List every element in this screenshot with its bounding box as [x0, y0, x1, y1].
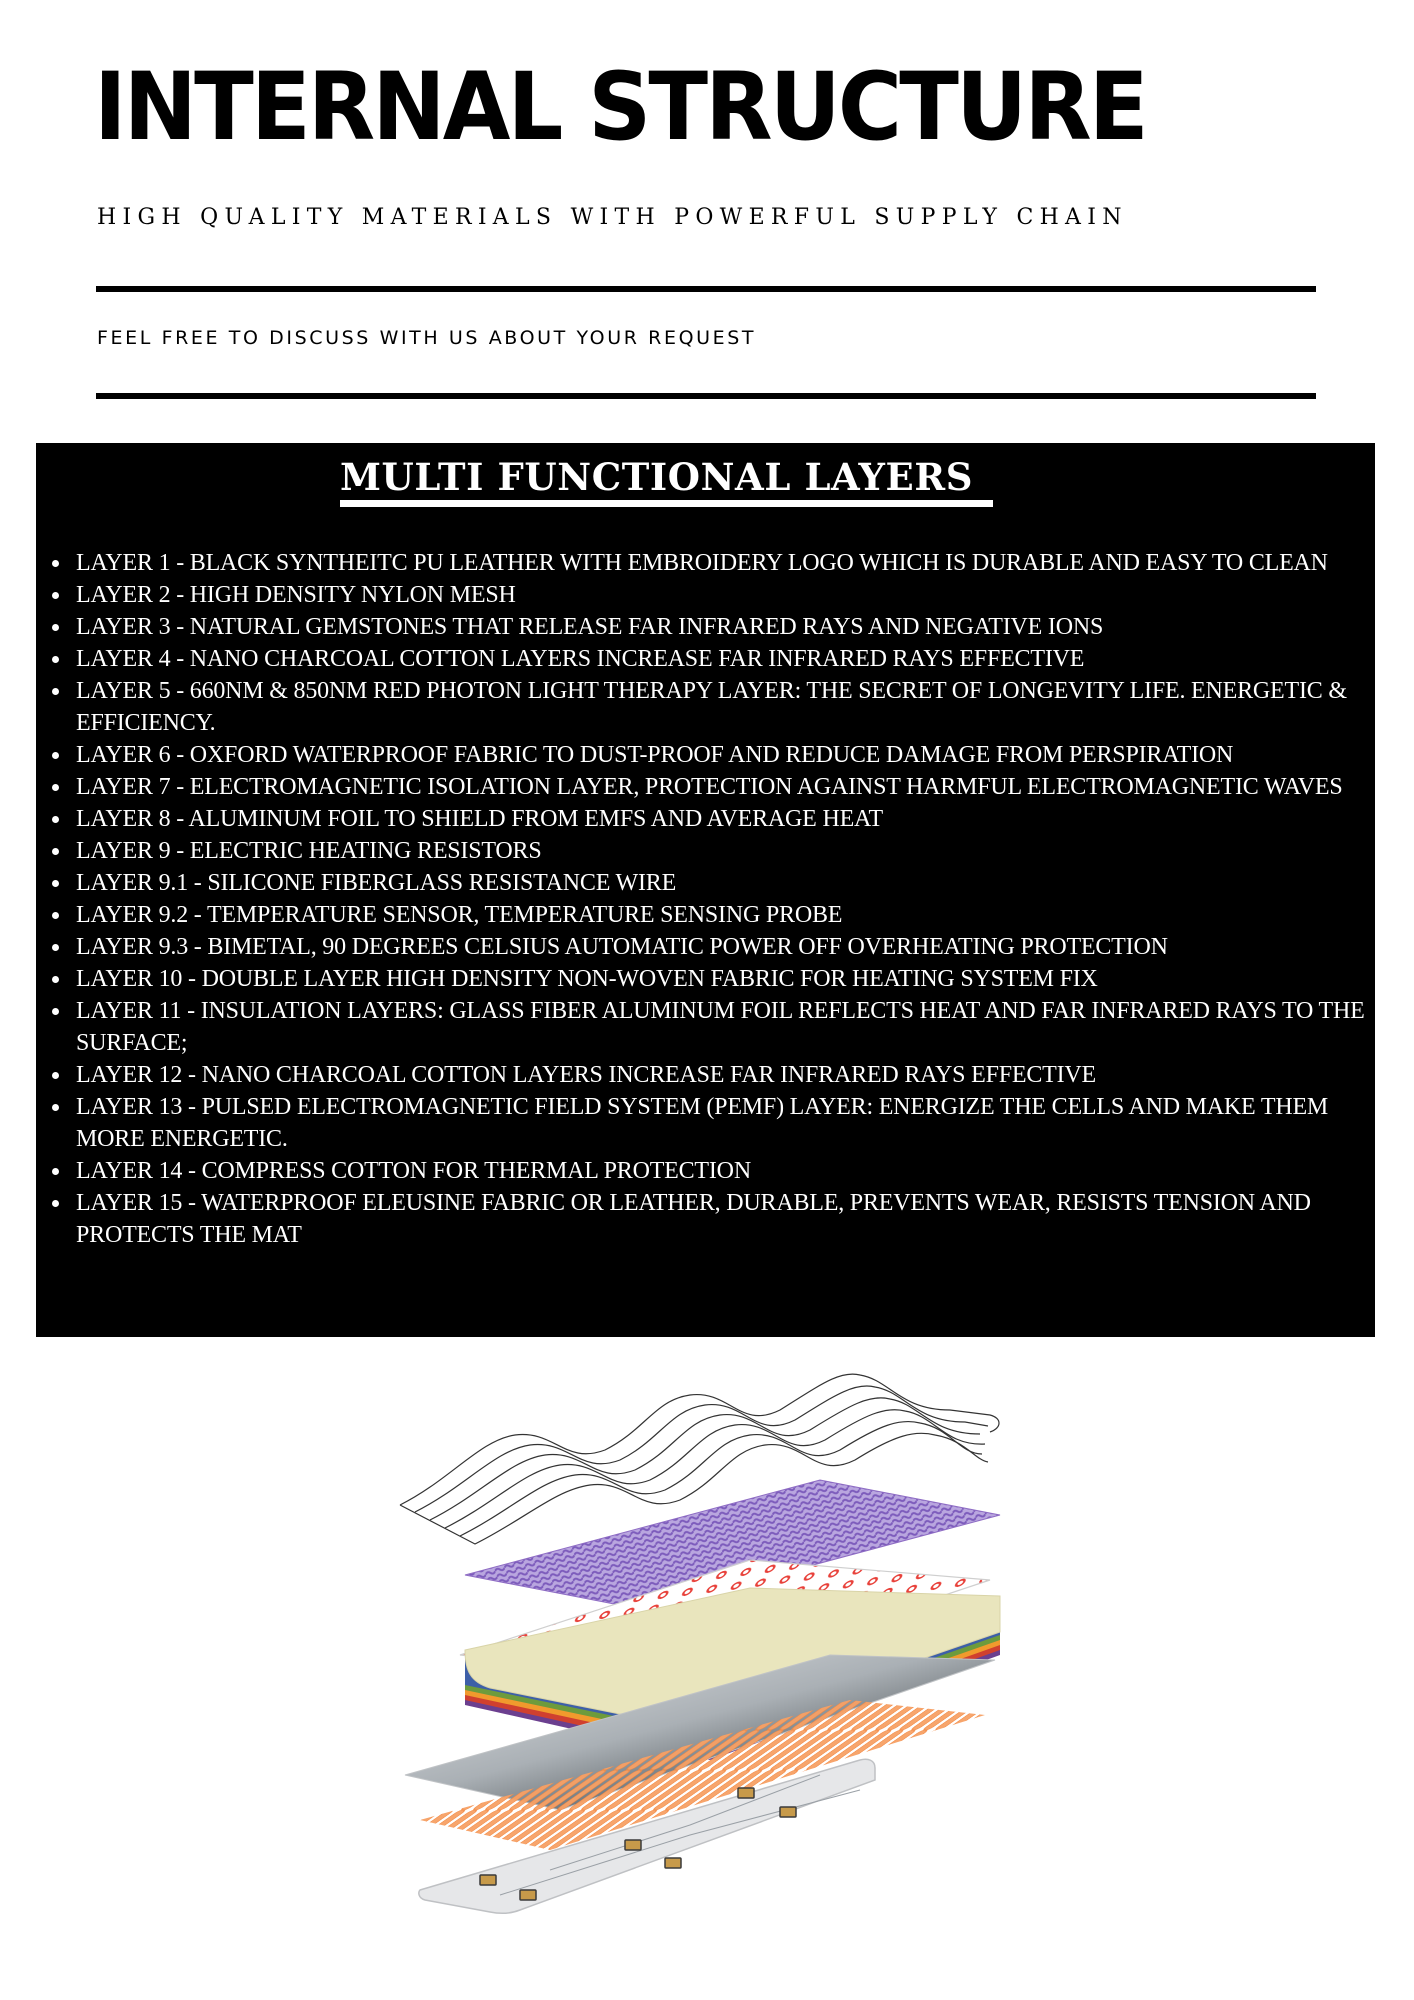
layers-list	[36, 547, 1366, 1251]
layer-item: LAYER 8 - ALUMINUM FOIL TO SHIELD FROM EMFS AND AVERAGE HEAT	[76, 803, 1366, 835]
tagline: FEEL FREE TO DISCUSS WITH US ABOUT YOUR REQUEST	[97, 327, 757, 349]
layers-heading: MULTI FUNCTIONAL LAYERS	[340, 455, 974, 499]
divider-top	[96, 286, 1316, 292]
sensor-chip	[665, 1858, 681, 1868]
layer-item: LAYER 9 - ELECTRIC HEATING RESISTORS	[76, 835, 1366, 867]
layer-item: LAYER 14 - COMPRESS COTTON FOR THERMAL PROTECTION	[76, 1155, 1366, 1187]
page-subtitle: HIGH QUALITY MATERIALS WITH POWERFUL SUPPLY CHAIN	[97, 205, 1128, 230]
layer-item: LAYER 5 - 660NM & 850NM RED PHOTON LIGHT THERAPY LAYER: THE SECRET OF LONGEVITY LIFE. ENERGETIC & EFFICIENCY.	[76, 675, 1366, 739]
sensor-chip	[520, 1890, 536, 1900]
layer-item: LAYER 13 - PULSED ELECTROMAGNETIC FIELD SYSTEM (PEMF) LAYER: ENERGIZE THE CELLS AND MAKE THEM MORE ENERGETIC.	[76, 1091, 1366, 1155]
layer-item: LAYER 11 - INSULATION LAYERS: GLASS FIBER ALUMINUM FOIL REFLECTS HEAT AND FAR INFRARED RAYS TO THE SURFACE;	[76, 995, 1366, 1059]
layer-item: LAYER 10 - DOUBLE LAYER HIGH DENSITY NON-WOVEN FABRIC FOR HEATING SYSTEM FIX	[76, 963, 1366, 995]
heading-underline	[340, 500, 993, 507]
page-title: INTERNAL STRUCTURE	[94, 53, 1146, 162]
layer-item: LAYER 7 - ELECTROMAGNETIC ISOLATION LAYER, PROTECTION AGAINST HARMFUL ELECTROMAGNETIC WAVES	[76, 771, 1366, 803]
layer-item: LAYER 6 - OXFORD WATERPROOF FABRIC TO DUST-PROOF AND REDUCE DAMAGE FROM PERSPIRATION	[76, 739, 1366, 771]
divider-bottom	[96, 393, 1316, 399]
layer-item: LAYER 15 - WATERPROOF ELEUSINE FABRIC OR LEATHER, DURABLE, PREVENTS WEAR, RESISTS TENSION AND PROTECTS THE MAT	[76, 1187, 1366, 1251]
exploded-layers-illustration	[390, 1370, 1010, 1970]
sensor-chip	[625, 1840, 641, 1850]
layer-item: LAYER 12 - NANO CHARCOAL COTTON LAYERS INCREASE FAR INFRARED RAYS EFFECTIVE	[76, 1059, 1366, 1091]
layer-item: LAYER 3 - NATURAL GEMSTONES THAT RELEASE FAR INFRARED RAYS AND NEGATIVE IONS	[76, 611, 1366, 643]
layer-item: LAYER 9.1 - SILICONE FIBERGLASS RESISTANCE WIRE	[76, 867, 1366, 899]
layer-item: LAYER 9.2 - TEMPERATURE SENSOR, TEMPERATURE SENSING PROBE	[76, 899, 1366, 931]
sensor-chip	[738, 1788, 754, 1798]
sensor-chip	[780, 1807, 796, 1817]
layers-panel	[36, 443, 1375, 1337]
layer-item: LAYER 2 - HIGH DENSITY NYLON MESH	[76, 579, 1366, 611]
layer-item: LAYER 1 - BLACK SYNTHEITC PU LEATHER WITH EMBROIDERY LOGO WHICH IS DURABLE AND EASY TO CLEAN	[76, 547, 1366, 579]
layer-item: LAYER 4 - NANO CHARCOAL COTTON LAYERS INCREASE FAR INFRARED RAYS EFFECTIVE	[76, 643, 1366, 675]
layer-item: LAYER 9.3 - BIMETAL, 90 DEGREES CELSIUS AUTOMATIC POWER OFF OVERHEATING PROTECTION	[76, 931, 1366, 963]
sensor-chip	[480, 1875, 496, 1885]
